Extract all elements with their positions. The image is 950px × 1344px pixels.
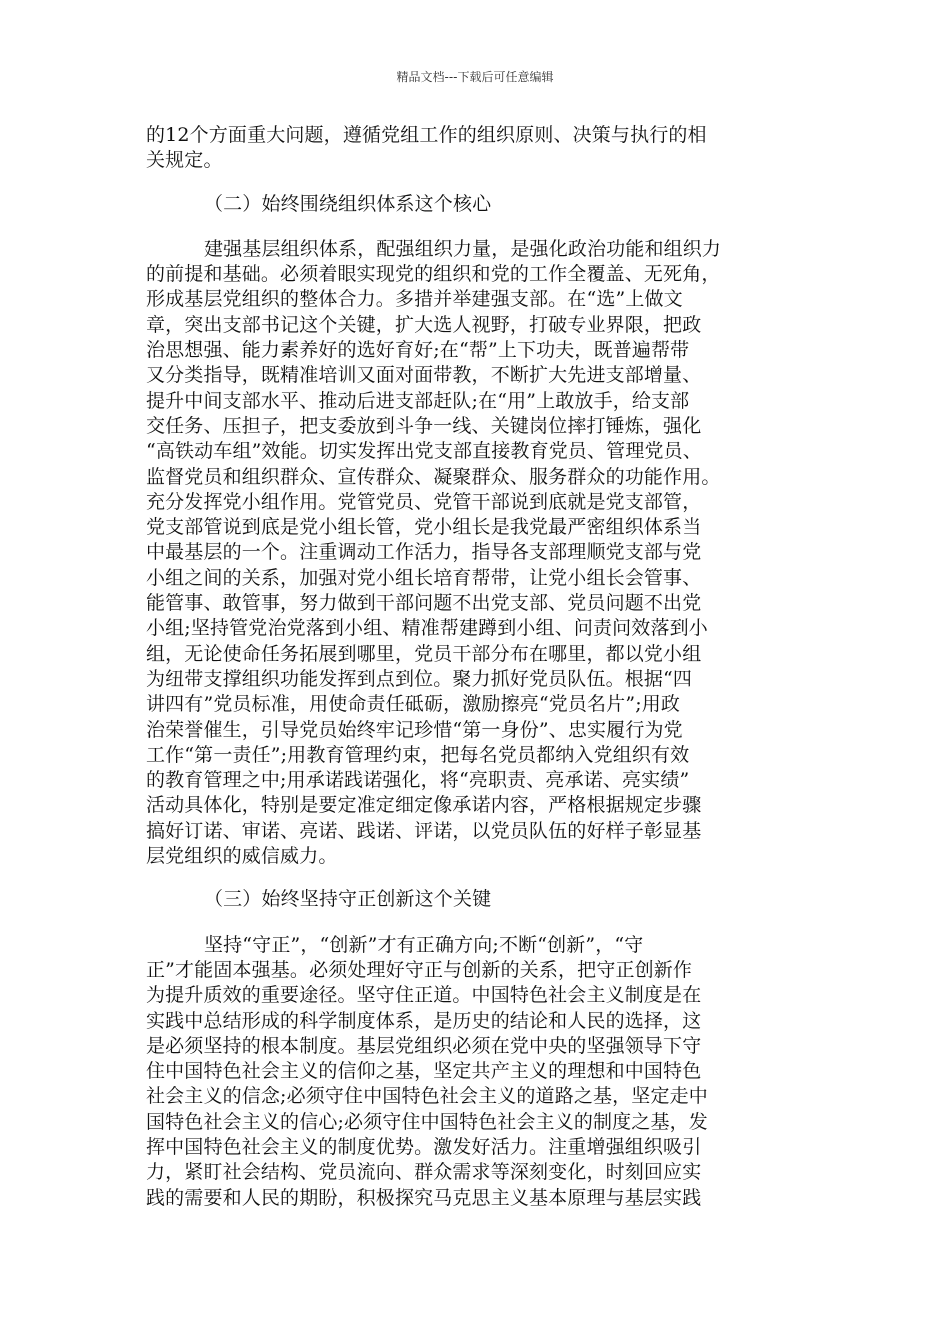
text-line: “高铁动车组”效能。切实发挥出党支部直接教育党员、管理党员、: [146, 440, 702, 463]
text-line: 为纽带支撑组织功能发挥到点到位。聚力抓好党员队伍。根据“四: [146, 667, 693, 690]
text-line: 的前提和基础。必须着眼实现党的组织和党的工作全覆盖、无死角，: [146, 263, 721, 286]
text-line: 挥中国特色社会主义的制度优势。激发好活力。注重增强组织吸引: [146, 1135, 702, 1158]
section-heading-2: （二）始终围绕组织体系这个核心: [204, 192, 492, 215]
text-line: 治思想强、能力素养好的选好育好;在“帮”上下功夫，既普遍帮带: [146, 339, 690, 362]
text-line: 小组之间的关系，加强对党小组长培育帮带，让党小组长会管事、: [146, 566, 702, 589]
text-line: 建强基层组织体系，配强组织力量，是强化政治功能和组织力: [204, 237, 722, 260]
text-line: 治荣誉催生，引导党员始终牢记珍惜“第一身份”、忠实履行为党: [146, 718, 683, 741]
text-line: 讲四有”党员标准，用使命责任砥砺，激励擦亮“党员名片”;用政: [146, 693, 681, 716]
text-line: 章，突出支部书记这个关键，扩大选人视野，打破专业界限，把政: [146, 313, 702, 336]
text-line: 为提升质效的重要途径。坚守住正道。中国特色社会主义制度是在: [146, 984, 702, 1007]
text-line: 国特色社会主义的信心;必须守住中国特色社会主义的制度之基，发: [146, 1110, 708, 1133]
paragraph-1: [146, 123, 806, 174]
section-heading-3: （三）始终坚持守正创新这个关键: [204, 888, 492, 911]
text-line: 工作“第一责任”;用教育管理约束，把每名党员都纳入党组织有效: [146, 743, 690, 766]
text-line: 又分类指导，既精准培训又面对面带教，不断扩大先进支部增量、: [146, 364, 702, 387]
text-line: 实践中总结形成的科学制度体系，是历史的结论和人民的选择，这: [146, 1009, 702, 1032]
text-line: 提升中间支部水平、推动后进支部赶队;在“用”上敢放手，给支部: [146, 389, 690, 412]
text-line: 正”才能固本强基。必须处理好守正与创新的关系，把守正创新作: [146, 958, 693, 981]
text-line: 形成基层党组织的整体合力。多措并举建强支部。在“选”上做文: [146, 288, 683, 311]
text-line: 的教育管理之中;用承诺践诺强化，将“亮职责、亮承诺、亮实绩”: [146, 769, 690, 792]
text-line: 坚持“守正”，“创新”才有正确方向;不断“创新”，“守: [204, 933, 644, 956]
text-line: 组，无论使命任务拓展到哪里，党员干部分布在哪里，都以党小组: [146, 642, 702, 665]
text-line: 层党组织的威信威力。: [146, 845, 338, 868]
paragraph-3: [146, 933, 806, 1211]
text-line: 住中国特色社会主义的信仰之基，坚定共产主义的理想和中国特色: [146, 1060, 702, 1083]
text-line: 践的需要和人民的期盼，积极探究马克思主义基本原理与基层实践: [146, 1186, 702, 1209]
page-header: 精品文档---下载后可任意编辑: [396, 70, 554, 84]
text-line: 活动具体化，特别是要定准定细定像承诺内容，严格根据规定步骤: [146, 794, 702, 817]
text-line: 交任务、压担子，把支委放到斗争一线、关键岗位摔打锤炼，强化: [146, 414, 702, 437]
text-line: 力，紧盯社会结构、党员流向、群众需求等深刻变化，时刻回应实: [146, 1161, 702, 1184]
paragraph-2: [146, 237, 806, 869]
text-line: 党支部管说到底是党小组长管，党小组长是我党最严密组织体系当: [146, 516, 702, 539]
text-line: 小组;坚持管党治党落到小组、精准帮建蹲到小组、问责问效落到小: [146, 617, 708, 640]
text-line: 是必须坚持的根本制度。基层党组织必须在党中央的坚强领导下守: [146, 1034, 702, 1057]
text-line: 能管事、敢管事，努力做到干部问题不出党支部、党员问题不出党: [146, 592, 702, 615]
text-line: 监督党员和组织群众、宣传群众、凝聚群众、服务群众的功能作用。: [146, 465, 721, 488]
text-line: 充分发挥党小组作用。党管党员、党管干部说到底就是党支部管，: [146, 490, 702, 513]
text-line: 社会主义的信念;必须守住中国特色社会主义的道路之基，坚定走中: [146, 1085, 708, 1108]
text-line: 搞好订诺、审诺、亮诺、践诺、评诺，以党员队伍的好样子彰显基: [146, 819, 702, 842]
text-line: 的12个方面重大问题，遵循党组工作的组织原则、决策与执行的相: [146, 124, 707, 146]
text-line: 关规定。: [146, 149, 223, 172]
text-line: 中最基层的一个。注重调动工作活力，指导各支部理顺党支部与党: [146, 541, 702, 564]
document-body: [146, 123, 806, 1211]
